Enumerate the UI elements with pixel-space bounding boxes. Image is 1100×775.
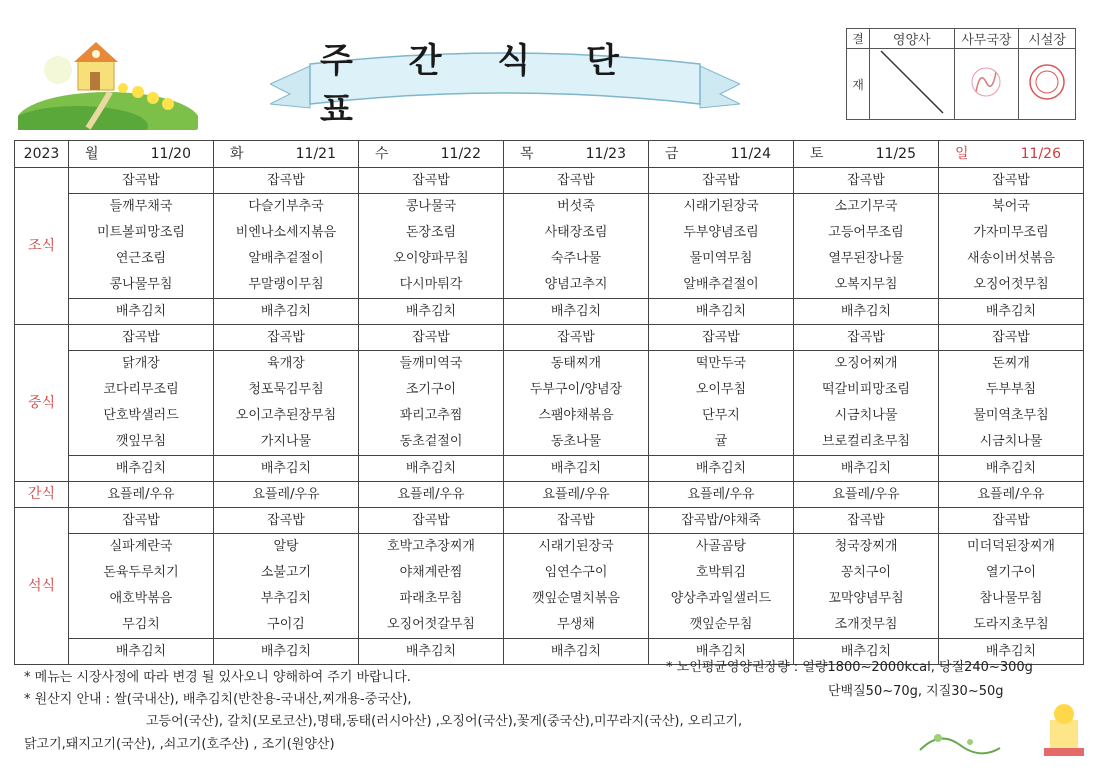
menu-item: 무김치 <box>122 617 160 632</box>
lunch-sides-cell <box>359 351 504 456</box>
year-cell: 2023 <box>15 141 69 168</box>
menu-item: 알배추겉절이 <box>683 277 759 292</box>
menu-item: 육개장 <box>267 356 305 371</box>
lunch-kimchi-cell: 배추김치 <box>504 456 649 482</box>
lunch-kimchi-cell: 배추김치 <box>69 456 214 482</box>
day-name: 화 <box>230 145 244 162</box>
day-date: 11/25 <box>875 145 916 162</box>
menu-item: 고등어무조림 <box>828 225 904 240</box>
menu-item: 가자미무조림 <box>973 225 1049 240</box>
menu-item: 조기구이 <box>405 382 457 397</box>
approval-box <box>846 28 1076 120</box>
lunch-rice-cell: 잡곡밥 <box>69 325 214 351</box>
menu-item: 동태찌개 <box>550 356 602 371</box>
breakfast-sides-cell <box>939 194 1084 299</box>
lunch-kimchi-row <box>15 456 1084 482</box>
snack-cell: 요플레/우유 <box>359 482 504 508</box>
menu-item: 열기구이 <box>985 565 1037 580</box>
approval-role-nutritionist: 영양사 <box>870 29 955 49</box>
menu-item: 물미역초무침 <box>973 408 1049 423</box>
menu-item: 코다리무조림 <box>103 382 179 397</box>
lunch-rice-row <box>15 325 1084 351</box>
breakfast-rice-cell: 잡곡밥 <box>939 168 1084 194</box>
menu-item: 꽈리고추찜 <box>399 408 463 423</box>
day-date: 11/24 <box>730 145 771 162</box>
menu-item: 알배추겉절이 <box>248 251 324 266</box>
menu-item: 닭개장 <box>122 356 160 371</box>
breakfast-label: 조식 <box>15 168 69 325</box>
day-name: 수 <box>375 145 389 162</box>
dinner-rice-cell: 잡곡밥 <box>794 508 939 534</box>
snack-cell: 요플레/우유 <box>649 482 794 508</box>
menu-item: 연근조림 <box>115 251 167 266</box>
snack-row <box>15 482 1084 508</box>
approval-sign-nutritionist <box>870 49 955 120</box>
menu-item: 오복지무침 <box>834 277 898 292</box>
nutrition-note-line1: * 노인평균영양권장량 : 열량1800~2000kcal, 당질240~300g <box>666 660 1033 675</box>
breakfast-sides-cell <box>649 194 794 299</box>
lunch-sides-cell <box>504 351 649 456</box>
menu-item: 들깨무채국 <box>109 199 173 214</box>
lunch-rice-cell: 잡곡밥 <box>359 325 504 351</box>
lunch-kimchi-cell: 배추김치 <box>794 456 939 482</box>
snack-cell: 요플레/우유 <box>69 482 214 508</box>
day-name: 목 <box>520 145 534 162</box>
breakfast-kimchi-cell: 배추김치 <box>214 299 359 325</box>
menu-item: 스팸야채볶음 <box>538 408 614 423</box>
breakfast-kimchi-cell: 배추김치 <box>939 299 1084 325</box>
menu-item: 콩나물국 <box>405 199 457 214</box>
menu-item: 귤 <box>714 434 728 449</box>
menu-item: 호박튀김 <box>695 565 747 580</box>
weekly-menu-table <box>14 140 1084 665</box>
menu-item: 애호박볶음 <box>109 591 173 606</box>
menu-item: 물미역무침 <box>689 251 753 266</box>
lunch-label: 중식 <box>15 325 69 482</box>
menu-item: 미트볼피망조림 <box>97 225 185 240</box>
lunch-sides-cell <box>649 351 794 456</box>
menu-item: 다시마튀각 <box>399 277 463 292</box>
menu-item: 돈장조림 <box>405 225 457 240</box>
menu-item: 오징어젓갈무침 <box>387 617 475 632</box>
menu-item: 오이고추된장무침 <box>235 408 337 423</box>
breakfast-kimchi-cell: 배추김치 <box>359 299 504 325</box>
menu-item: 떡만두국 <box>695 356 747 371</box>
dinner-kimchi-cell: 배추김치 <box>939 639 1084 665</box>
approval-side-bottom: 재 <box>847 49 870 120</box>
menu-item: 무생채 <box>557 617 595 632</box>
dinner-rice-cell: 잡곡밥 <box>504 508 649 534</box>
breakfast-rice-cell: 잡곡밥 <box>794 168 939 194</box>
day-name: 월 <box>85 145 99 162</box>
day-date: 11/26 <box>1020 145 1061 162</box>
lunch-sides-cell <box>794 351 939 456</box>
menu-item: 돈찌개 <box>992 356 1030 371</box>
menu-item: 비엔나소세지볶음 <box>235 225 337 240</box>
day-header-cell <box>794 141 939 168</box>
breakfast-sides-cell <box>359 194 504 299</box>
breakfast-rice-row <box>15 168 1084 194</box>
dinner-sides-cell <box>69 534 214 639</box>
menu-item: 소불고기 <box>260 565 312 580</box>
breakfast-sides-cell <box>214 194 359 299</box>
snack-cell: 요플레/우유 <box>214 482 359 508</box>
breakfast-rice-cell: 잡곡밥 <box>69 168 214 194</box>
day-header-cell <box>214 141 359 168</box>
breakfast-kimchi-cell: 배추김치 <box>794 299 939 325</box>
menu-item: 청국장찌개 <box>834 539 898 554</box>
day-header-cell <box>69 141 214 168</box>
day-name: 토 <box>810 145 824 162</box>
day-header-cell <box>504 141 649 168</box>
dinner-sides-cell <box>649 534 794 639</box>
menu-item: 야채계란찜 <box>399 565 463 580</box>
menu-item: 떡갈비피망조림 <box>822 382 910 397</box>
breakfast-rice-cell: 잡곡밥 <box>214 168 359 194</box>
nutrition-note-line2: 단백질50~70g, 지질30~50g <box>828 684 1004 699</box>
lunch-sides-row <box>15 351 1084 456</box>
lunch-sides-cell <box>939 351 1084 456</box>
breakfast-rice-cell: 잡곡밥 <box>649 168 794 194</box>
breakfast-kimchi-cell: 배추김치 <box>69 299 214 325</box>
menu-item: 숙주나물 <box>550 251 602 266</box>
lunch-rice-cell: 잡곡밥 <box>939 325 1084 351</box>
menu-item: 파래초무침 <box>399 591 463 606</box>
day-date: 11/20 <box>150 145 191 162</box>
menu-item: 도라지초무침 <box>973 617 1049 632</box>
snack-cell: 요플레/우유 <box>939 482 1084 508</box>
dinner-kimchi-cell: 배추김치 <box>359 639 504 665</box>
dinner-kimchi-cell: 배추김치 <box>649 639 794 665</box>
day-date: 11/22 <box>440 145 481 162</box>
dinner-sides-cell <box>214 534 359 639</box>
breakfast-rice-cell: 잡곡밥 <box>504 168 649 194</box>
weekly-menu-body <box>15 141 1084 665</box>
flower-decoration <box>910 690 1090 760</box>
lunch-kimchi-cell: 배추김치 <box>939 456 1084 482</box>
approval-sign-director <box>1019 49 1076 120</box>
breakfast-rice-cell: 잡곡밥 <box>359 168 504 194</box>
dinner-kimchi-cell: 배추김치 <box>794 639 939 665</box>
dinner-rice-cell: 잡곡밥/야채죽 <box>649 508 794 534</box>
menu-item: 단호박샐러드 <box>103 408 179 423</box>
menu-item: 오징어찌개 <box>834 356 898 371</box>
diagonal-line-icon <box>879 49 945 115</box>
breakfast-sides-cell <box>69 194 214 299</box>
menu-item: 사골곰탕 <box>695 539 747 554</box>
snack-label: 간식 <box>15 482 69 508</box>
menu-item: 무말랭이무침 <box>248 277 324 292</box>
menu-item: 미더덕된장찌개 <box>967 539 1055 554</box>
menu-item: 두부구이/양념장 <box>529 382 623 397</box>
origin-note-line2: 고등어(국산), 갈치(모로코산),명태,동태(러시아산) ,오징어(국산),꽃게(중국산),미꾸라지(국산), 오리고기, <box>146 714 743 729</box>
approval-role-office-manager: 사무국장 <box>954 29 1019 49</box>
menu-item: 청포묵김무침 <box>248 382 324 397</box>
dinner-sides-row <box>15 534 1084 639</box>
snack-cell: 요플레/우유 <box>794 482 939 508</box>
dinner-sides-cell <box>359 534 504 639</box>
dinner-sides-cell <box>504 534 649 639</box>
approval-side-top: 결 <box>847 29 870 49</box>
menu-item: 단무지 <box>702 408 740 423</box>
menu-item: 오이무침 <box>695 382 747 397</box>
menu-item: 버섯죽 <box>557 199 595 214</box>
lunch-rice-cell: 잡곡밥 <box>214 325 359 351</box>
menu-item: 실파계란국 <box>109 539 173 554</box>
menu-item: 브로컬리초무침 <box>822 434 910 449</box>
lunch-sides-cell <box>214 351 359 456</box>
dinner-kimchi-cell: 배추김치 <box>214 639 359 665</box>
day-header-cell <box>649 141 794 168</box>
breakfast-kimchi-cell: 배추김치 <box>649 299 794 325</box>
breakfast-kimchi-cell: 배추김치 <box>504 299 649 325</box>
menu-item: 오징어젓무침 <box>973 277 1049 292</box>
dinner-rice-cell: 잡곡밥 <box>359 508 504 534</box>
menu-item: 두부양념조림 <box>683 225 759 240</box>
lunch-kimchi-cell: 배추김치 <box>649 456 794 482</box>
house-hill-illustration <box>18 30 198 130</box>
day-name: 금 <box>665 145 679 162</box>
menu-item: 알탕 <box>273 539 299 554</box>
menu-item: 부추김치 <box>260 591 312 606</box>
day-date: 11/23 <box>585 145 626 162</box>
seal-stamp-icon <box>1025 60 1069 104</box>
day-date: 11/21 <box>295 145 336 162</box>
menu-item: 조개젓무침 <box>834 617 898 632</box>
dinner-rice-row <box>15 508 1084 534</box>
signature-stamp-icon <box>966 62 1006 102</box>
menu-item: 오이양파무침 <box>393 251 469 266</box>
menu-item: 두부부침 <box>985 382 1037 397</box>
menu-item: 소고기무국 <box>834 199 898 214</box>
lunch-sides-cell <box>69 351 214 456</box>
menu-item: 시금치나물 <box>834 408 898 423</box>
dinner-rice-cell: 잡곡밥 <box>69 508 214 534</box>
dinner-rice-cell: 잡곡밥 <box>214 508 359 534</box>
dinner-kimchi-cell: 배추김치 <box>504 639 649 665</box>
menu-item: 양념고추지 <box>544 277 608 292</box>
dinner-label: 석식 <box>15 508 69 665</box>
lunch-kimchi-cell: 배추김치 <box>359 456 504 482</box>
menu-change-note: * 메뉴는 시장사정에 따라 변경 될 있사오니 양해하여 주기 바랍니다. <box>24 670 411 685</box>
menu-item: 구이김 <box>267 617 305 632</box>
origin-note-line1: * 원산지 안내 : 쌀(국내산), 배추김치(반찬용-국내산,찌개용-중국산), <box>24 692 412 707</box>
day-name: 일 <box>955 145 969 162</box>
menu-item: 시금치나물 <box>979 434 1043 449</box>
breakfast-sides-cell <box>504 194 649 299</box>
menu-item: 깻잎무침 <box>115 434 167 449</box>
menu-item: 열무된장나물 <box>828 251 904 266</box>
menu-item: 참나물무침 <box>979 591 1043 606</box>
menu-item: 꼬막양념무침 <box>828 591 904 606</box>
menu-item: 동초겉절이 <box>399 434 463 449</box>
approval-role-director: 시설장 <box>1019 29 1076 49</box>
menu-item: 다슬기부추국 <box>248 199 324 214</box>
menu-item: 시래기된장국 <box>538 539 614 554</box>
page-title: 주 간 식 단 표 <box>320 41 641 130</box>
menu-item: 북어국 <box>992 199 1030 214</box>
menu-item: 들깨미역국 <box>399 356 463 371</box>
breakfast-sides-row <box>15 194 1084 299</box>
menu-item: 호박고추장찌개 <box>387 539 475 554</box>
table-header-row <box>15 141 1084 168</box>
lunch-rice-cell: 잡곡밥 <box>649 325 794 351</box>
breakfast-sides-cell <box>794 194 939 299</box>
lunch-kimchi-cell: 배추김치 <box>214 456 359 482</box>
menu-item: 임연수구이 <box>544 565 608 580</box>
day-header-cell <box>359 141 504 168</box>
menu-item: 돈육두루치기 <box>103 565 179 580</box>
menu-item: 양상추과일샐러드 <box>670 591 772 606</box>
dinner-sides-cell <box>794 534 939 639</box>
menu-item: 동초나물 <box>550 434 602 449</box>
dinner-sides-cell <box>939 534 1084 639</box>
dinner-kimchi-cell: 배추김치 <box>69 639 214 665</box>
dinner-rice-cell: 잡곡밥 <box>939 508 1084 534</box>
menu-item: 꽁치구이 <box>840 565 892 580</box>
lunch-rice-cell: 잡곡밥 <box>794 325 939 351</box>
approval-sign-office-manager <box>954 49 1019 120</box>
menu-item: 시래기된장국 <box>683 199 759 214</box>
menu-item: 가지나물 <box>260 434 312 449</box>
breakfast-kimchi-row <box>15 299 1084 325</box>
origin-note-line3: 닭고기,돼지고기(국산), ,쇠고기(호주산) , 조기(원양산) <box>24 737 335 752</box>
menu-item: 사태장조림 <box>544 225 608 240</box>
snack-cell: 요플레/우유 <box>504 482 649 508</box>
menu-item: 새송이버섯볶음 <box>967 251 1055 266</box>
menu-item: 깻잎순무침 <box>689 617 753 632</box>
menu-item: 깻잎순멸치볶음 <box>532 591 620 606</box>
day-header-cell <box>939 141 1084 168</box>
lunch-rice-cell: 잡곡밥 <box>504 325 649 351</box>
menu-item: 콩나물무침 <box>109 277 173 292</box>
